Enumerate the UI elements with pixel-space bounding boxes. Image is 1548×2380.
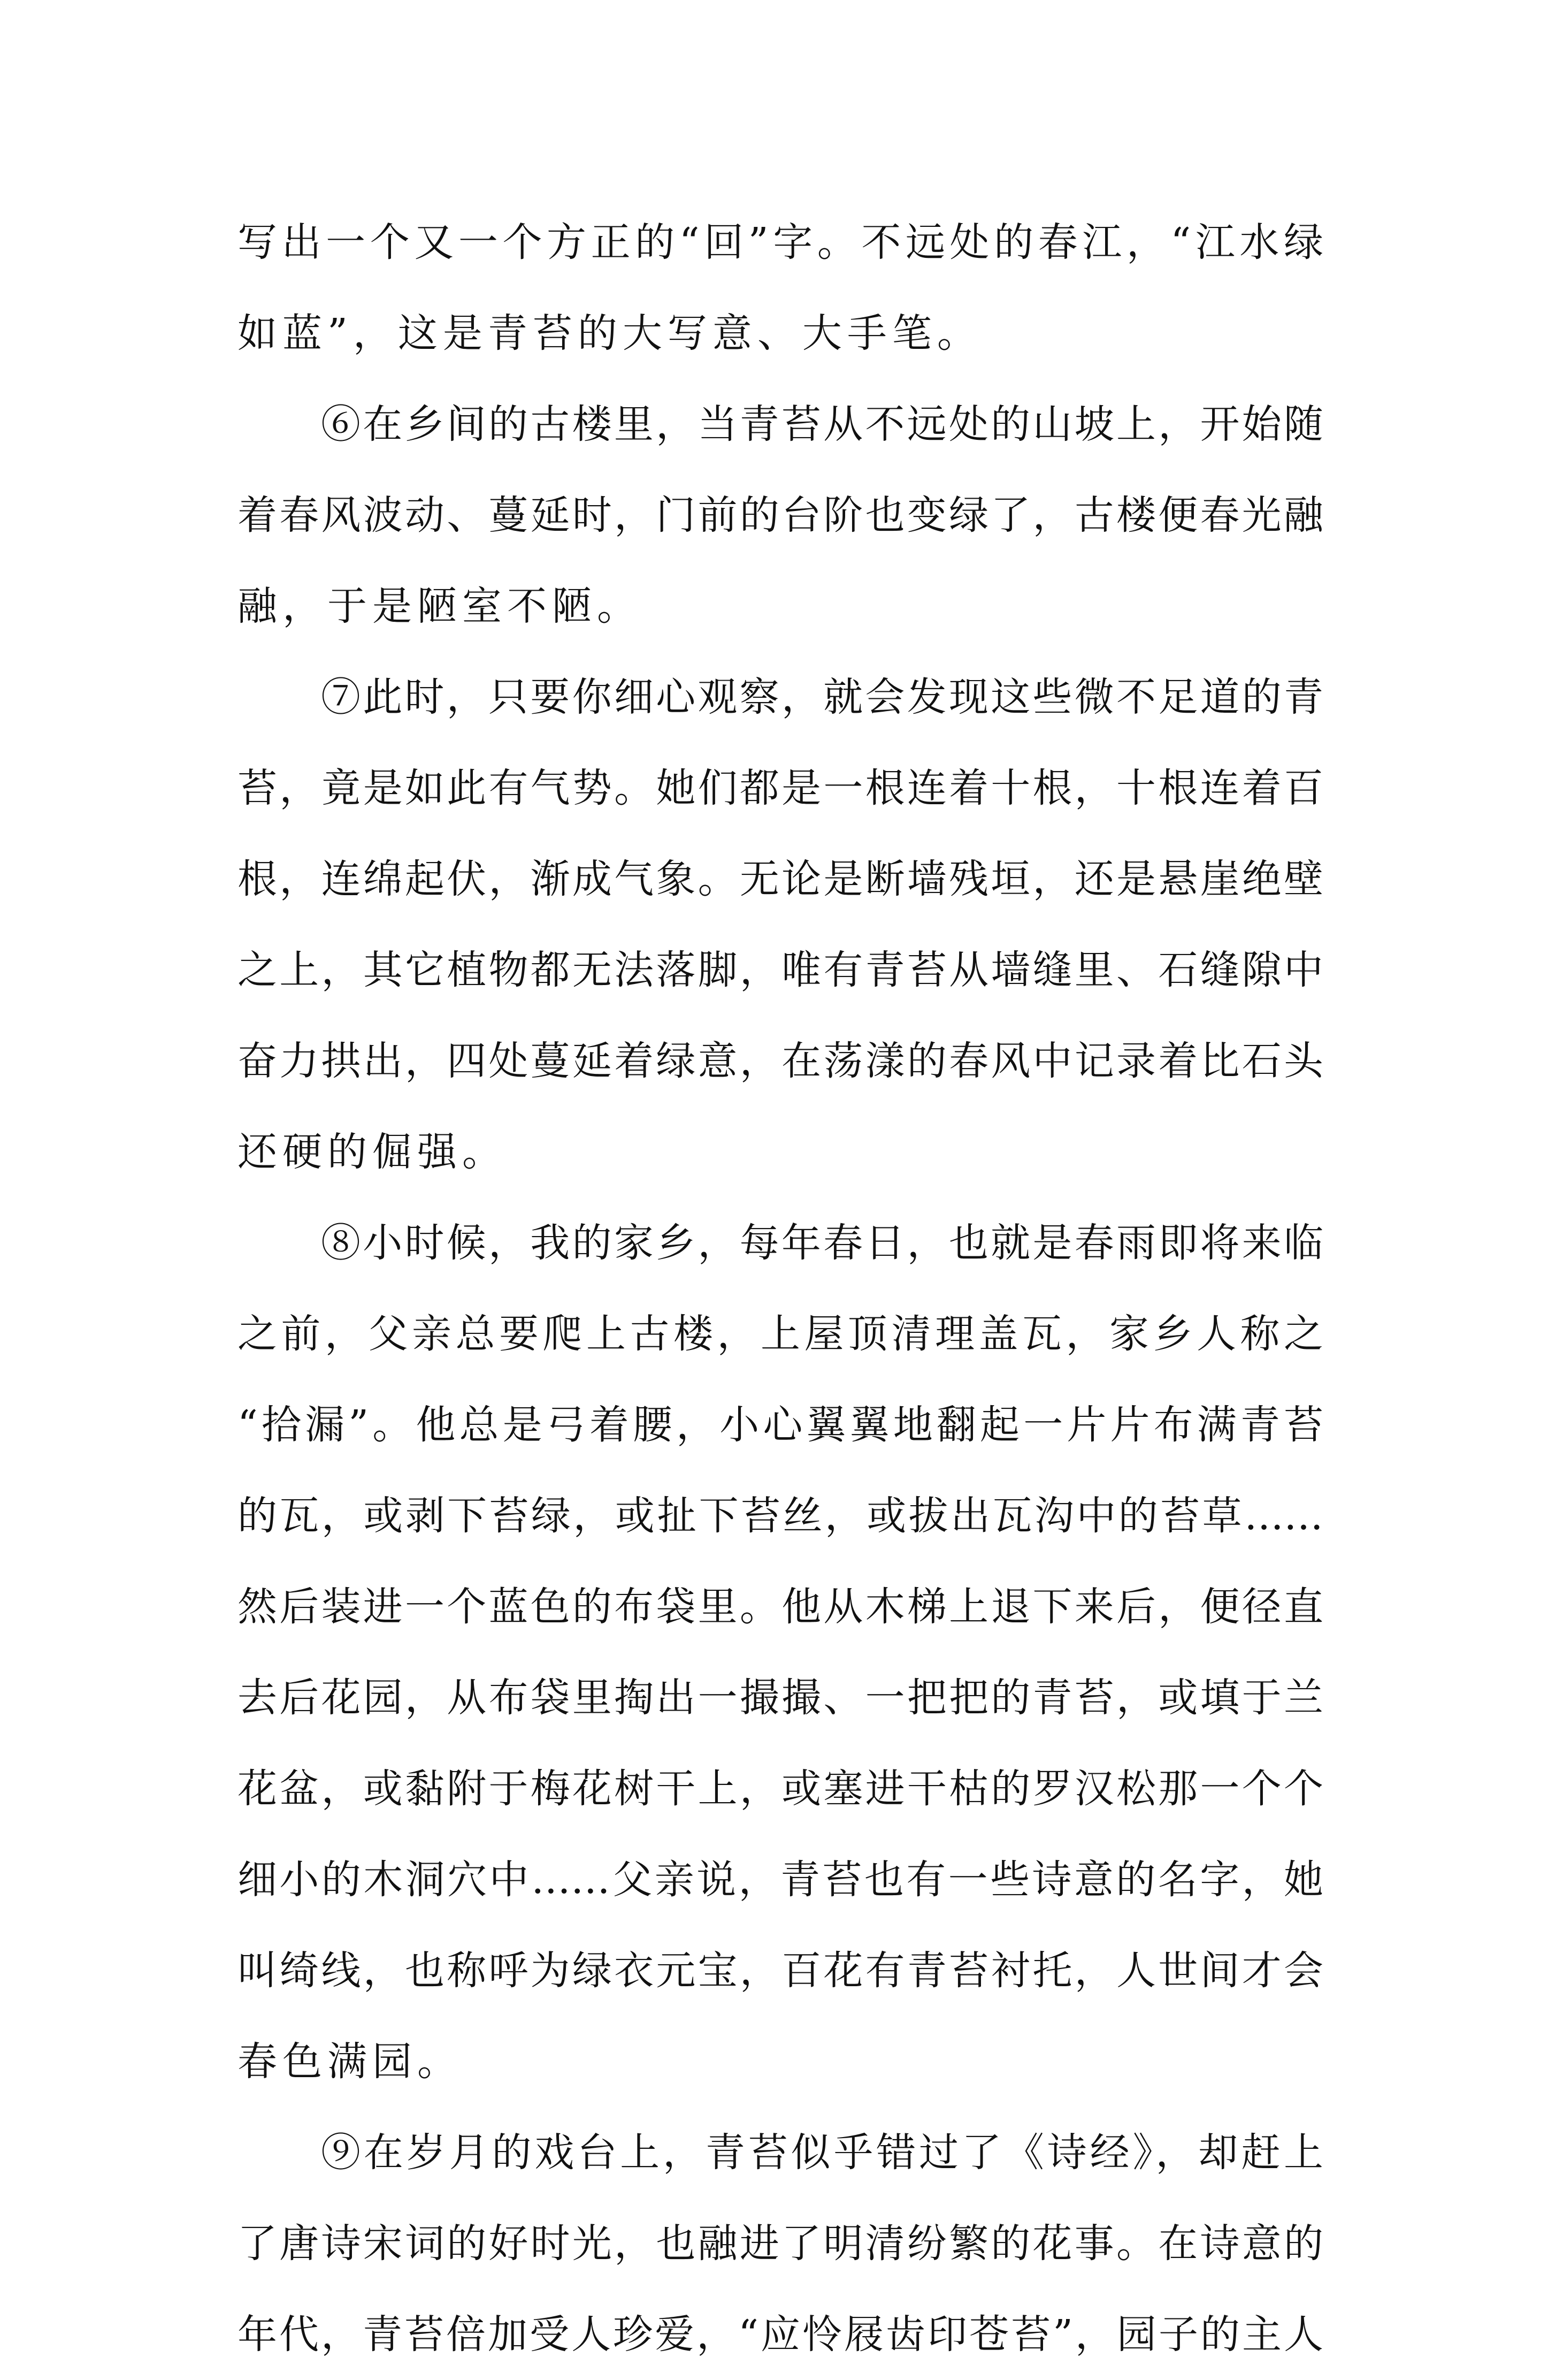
text-line: 如蓝”，这是青苔的大写意、大手笔。 — [237, 310, 982, 356]
text-line: 的瓦，或剥下苔绿，或扯下苔丝，或拔出瓦沟中的苔草…… — [237, 1493, 1323, 1539]
text-line: 苔，竟是如此有气势。她们都是一根连着十根，十根连着百 — [237, 765, 1323, 811]
paragraph-first-line: ⑥在乡间的古楼里，当青苔从不远处的山坡上，开始随 — [321, 401, 1323, 447]
paragraph-first-line: ⑦此时，只要你细心观察，就会发现这些微不足道的青 — [321, 674, 1323, 720]
text-line: 春色满园。 — [237, 2039, 462, 2085]
paragraph-first-line: ⑨在岁月的戏台上，青苔似乎错过了《诗经》，却赶上 — [321, 2130, 1323, 2176]
text-line: 写出一个又一个方正的“回”字。不远处的春江，“江水绿 — [237, 219, 1323, 265]
text-line: 然后装进一个蓝色的布袋里。他从木梯上退下来后，便径直 — [237, 1584, 1323, 1630]
text-line: 叫绮线，也称呼为绿衣元宝，百花有青苔衬托，人世间才会 — [237, 1948, 1323, 1994]
text-line: 细小的木洞穴中……父亲说，青苔也有一些诗意的名字，她 — [237, 1857, 1323, 1903]
text-line: 去后花园，从布袋里掏出一撮撮、一把把的青苔，或填于兰 — [237, 1675, 1323, 1721]
text-line: “拾漏”。他总是弓着腰，小心翼翼地翻起一片片布满青苔 — [237, 1402, 1323, 1448]
text-line: 根，连绵起伏，渐成气象。无论是断墙残垣，还是悬崖绝壁 — [237, 856, 1323, 902]
text-line: 还硬的倔强。 — [237, 1129, 507, 1175]
document-page — [237, 197, 1323, 2380]
text-line: 之上，其它植物都无法落脚，唯有青苔从墙缝里、石缝隙中 — [237, 947, 1323, 993]
text-line: 着春风波动、蔓延时，门前的台阶也变绿了，古楼便春光融 — [237, 492, 1323, 538]
text-line: 之前，父亲总要爬上古楼，上屋顶清理盖瓦，家乡人称之 — [237, 1311, 1323, 1357]
text-line: 年代，青苔倍加受人珍爱，“应怜屐齿印苍苔”，园子的主人 — [237, 2312, 1323, 2358]
text-line: 奋力拱出，四处蔓延着绿意，在荡漾的春风中记录着比石头 — [237, 1038, 1323, 1084]
text-line: 花盆，或黏附于梅花树干上，或塞进干枯的罗汉松那一个个 — [237, 1766, 1323, 1812]
text-line: 融，于是陋室不陋。 — [237, 583, 642, 629]
paragraph-first-line: ⑧小时候，我的家乡，每年春日，也就是春雨即将来临 — [321, 1220, 1323, 1266]
text-line: 了唐诗宋词的好时光，也融进了明清纷繁的花事。在诗意的 — [237, 2221, 1323, 2267]
